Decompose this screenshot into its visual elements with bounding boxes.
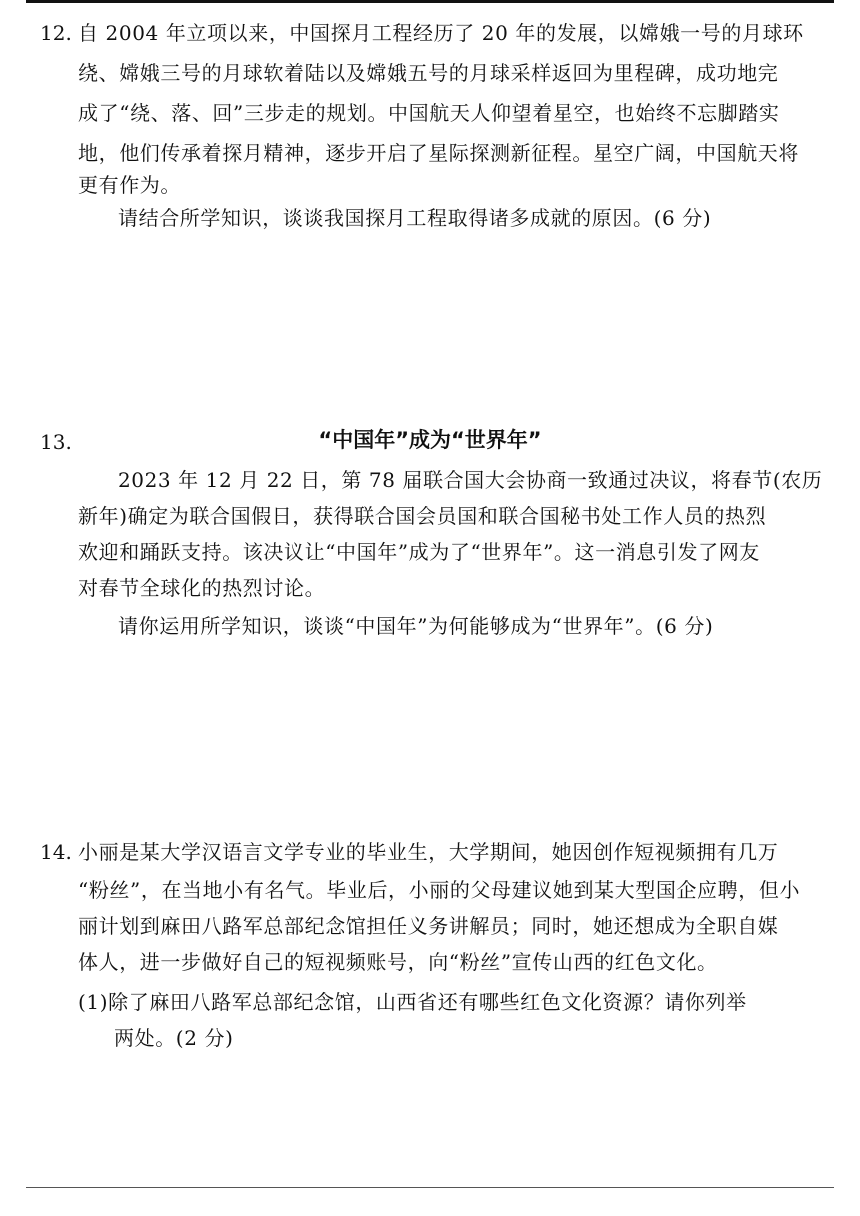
paragraph-line: 对春节全球化的热烈讨论。 bbox=[78, 576, 326, 600]
paragraph-line: “粉丝”，在当地小有名气。毕业后，小丽的父母建议她到某大型国企应聘，但小 bbox=[78, 878, 801, 902]
top-rule bbox=[26, 0, 834, 3]
paragraph-line: 成了“绕、落、回”三步走的规划。中国航天人仰望着星空，也始终不忘脚踏实 bbox=[78, 101, 780, 125]
question-prompt: 请结合所学知识，谈谈我国探月工程取得诸多成就的原因。(6 分) bbox=[118, 206, 712, 230]
question-number: 12. bbox=[40, 21, 72, 45]
sub-question-1: (1)除了麻田八路军总部纪念馆，山西省还有哪些红色文化资源？请你列举 bbox=[78, 990, 747, 1014]
paragraph-line: 丽计划到麻田八路军总部纪念馆担任义务讲解员；同时，她还想成为全职自媒 bbox=[78, 914, 779, 938]
bottom-rule bbox=[26, 1187, 834, 1188]
paragraph-line: 绕、嫦娥三号的月球软着陆以及嫦娥五号的月球采样返回为里程碑，成功地完 bbox=[78, 61, 779, 85]
paragraph-line: 欢迎和踊跃支持。该决议让“中国年”成为了“世界年”。这一消息引发了网友 bbox=[78, 540, 760, 564]
paragraph-line: 新年)确定为联合国假日，获得联合国会员国和联合国秘书处工作人员的热烈 bbox=[78, 504, 767, 528]
paragraph-line: 更有作为。 bbox=[78, 173, 181, 197]
paragraph-line: 体人，进一步做好自己的短视频账号，向“粉丝”宣传山西的红色文化。 bbox=[78, 950, 718, 974]
paragraph-line: 自 2004 年立项以来，中国探月工程经历了 20 年的发展，以嫦娥一号的月球环 bbox=[78, 21, 804, 45]
paragraph-line: 地，他们传承着探月精神，逐步开启了星际探测新征程。星空广阔，中国航天将 bbox=[78, 141, 799, 165]
sub-question-1-continuation: 两处。(2 分) bbox=[114, 1026, 234, 1050]
question-prompt: 请你运用所学知识，谈谈“中国年”为何能够成为“世界年”。(6 分) bbox=[118, 614, 714, 638]
paragraph-line: 小丽是某大学汉语言文学专业的毕业生，大学期间，她因创作短视频拥有几万 bbox=[78, 840, 779, 864]
question-number: 14. bbox=[40, 840, 72, 864]
material-title: “中国年”成为“世界年” bbox=[318, 428, 542, 452]
question-number: 13. bbox=[40, 430, 72, 454]
paragraph-line: 2023 年 12 月 22 日，第 78 届联合国大会协商一致通过决议，将春节(农历 bbox=[118, 468, 823, 492]
